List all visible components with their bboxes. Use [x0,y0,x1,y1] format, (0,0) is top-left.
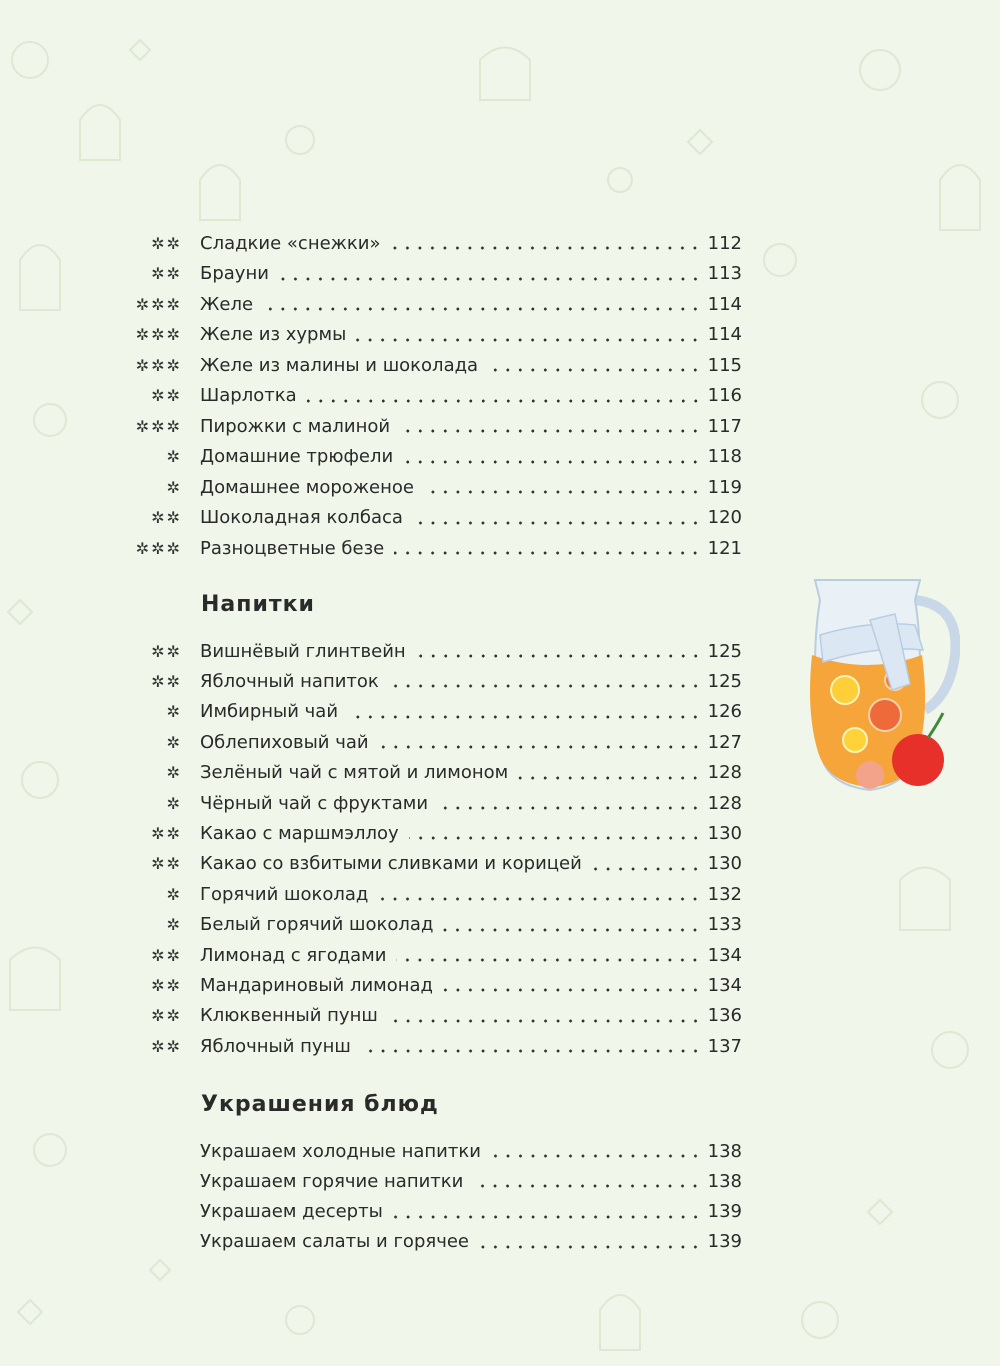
difficulty-stars: ✲✲ [151,508,182,527]
toc-entry[interactable] [100,503,742,533]
dot-leader [473,1172,701,1190]
section-heading-drinks: Напитки [201,592,315,617]
entry-title: Украшаем десерты [200,1201,383,1223]
entry-title: Разноцветные безе [200,537,385,559]
difficulty-stars: ✲ [166,447,182,466]
toc-entry[interactable] [100,697,742,727]
entry-title: Пирожки с малиной [200,415,391,437]
toc-entry[interactable] [100,1197,742,1227]
page-number: 118 [707,446,742,467]
page-number: 128 [707,792,742,814]
toc-entry[interactable] [100,442,742,472]
page-number: 116 [707,385,742,406]
entry-title: Украшаем горячие напитки [200,1170,464,1192]
difficulty-stars: ✲✲✲ [135,416,182,436]
dot-leader [443,916,701,934]
difficulty-stars: ✲ [166,763,182,783]
dot-leader [396,946,701,964]
toc-entry[interactable] [100,879,742,909]
toc-entry[interactable] [100,849,742,879]
entry-title: Украшаем салаты и горячее [200,1231,469,1253]
difficulty-stars: ✲✲ [151,823,182,843]
difficulty-stars: ✲ [166,793,182,813]
dot-leader [400,417,702,435]
juice-jug-illustration [800,560,960,800]
page-number: 133 [707,914,742,936]
difficulty-stars: ✲✲ [151,1036,182,1056]
difficulty-stars: ✲✲ [151,854,182,874]
entry-title: Брауни [200,263,269,284]
entry-title: Чёрный чай с фруктами [200,792,429,814]
dot-leader [378,885,701,903]
dot-leader [279,265,702,283]
difficulty-stars: ✲✲✲ [135,294,182,314]
dot-leader [348,703,702,721]
dot-leader [438,794,702,812]
dot-leader [592,855,702,873]
entry-title: Шарлотка [200,385,297,406]
difficulty-stars: ✲✲ [151,1006,182,1026]
toc-entry[interactable] [100,1136,742,1166]
toc-entry[interactable] [100,818,742,848]
toc-entry[interactable] [100,411,742,441]
dot-leader [356,326,701,344]
toc-entry[interactable] [100,381,742,411]
difficulty-stars: ✲✲ [151,233,182,253]
dot-leader [393,1203,702,1221]
toc-entry[interactable] [100,666,742,696]
entry-title: Вишнёвый глинтвейн [200,640,406,662]
dot-leader [390,234,701,252]
dot-leader [413,509,702,527]
dot-leader [416,642,702,660]
page-number: 132 [707,883,742,905]
entry-title: Облепиховый чай [200,731,369,753]
entry-title: Клюквенный пунш [200,1005,378,1027]
page-number: 113 [707,263,742,284]
difficulty-stars: ✲✲ [151,671,182,691]
page-number: 130 [707,853,742,875]
section-heading-decor: Украшения блюд [201,1092,439,1117]
toc-entry[interactable] [100,259,742,289]
entry-title: Домашние трюфели [200,446,394,467]
entry-title: Имбирный чай [200,701,339,723]
toc-entry[interactable] [100,970,742,1000]
toc-entry[interactable] [100,636,742,666]
difficulty-stars: ✲✲✲ [135,325,182,344]
page-number: 128 [707,762,742,784]
difficulty-stars: ✲✲ [151,641,182,661]
dot-leader [379,733,702,751]
page-number: 127 [707,731,742,753]
dot-leader [361,1037,702,1055]
toc-entry[interactable] [100,1001,742,1031]
difficulty-stars: ✲ [166,732,182,752]
toc-entry[interactable] [100,320,742,350]
dot-leader [424,478,702,496]
dot-leader [307,387,702,405]
entry-title: Яблочный напиток [200,670,379,692]
entry-title: Белый горячий шоколад [200,914,434,936]
page-number: 137 [707,1035,742,1057]
toc-entry[interactable] [100,1031,742,1061]
toc-entry[interactable] [100,472,742,502]
page-number: 119 [707,476,742,498]
dot-leader [388,1007,702,1025]
entry-title: Желе [200,293,254,315]
page-number: 134 [707,974,742,996]
difficulty-stars: ✲✲ [151,264,182,283]
page-number: 121 [707,537,742,559]
toc-entry[interactable] [100,533,742,563]
page-number: 134 [707,944,742,966]
page-number: 126 [707,701,742,723]
entry-title: Яблочный пунш [200,1035,351,1057]
entry-title: Шоколадная колбаса [200,507,403,528]
page-number: 138 [707,1170,742,1192]
page-number: 139 [707,1201,742,1223]
entry-title: Желе из малины и шоколада [200,354,479,376]
difficulty-stars: ✲✲ [151,945,182,965]
page-number: 114 [707,324,742,345]
page-number: 125 [707,640,742,662]
difficulty-stars: ✲ [166,702,182,722]
page-number: 139 [707,1231,742,1253]
difficulty-stars: ✲ [166,915,182,935]
page-number: 136 [707,1005,742,1027]
dot-leader [394,539,701,557]
entry-title: Какао с маршмэллоу [200,822,399,844]
page-number: 130 [707,822,742,844]
toc-entry[interactable] [100,1166,742,1196]
entry-title: Горячий шоколад [200,883,369,905]
dot-leader [518,764,701,782]
entry-title: Лимонад с ягодами [200,944,387,966]
page-number: 120 [707,507,742,528]
entry-title: Домашнее мороженое [200,476,414,498]
entry-title: Мандариновый лимонад [200,974,433,996]
dot-leader [479,1233,702,1251]
page-number: 114 [707,293,742,315]
difficulty-stars: ✲ [166,884,182,904]
dot-leader [443,976,702,994]
entry-title: Украшаем холодные напитки [200,1140,481,1162]
toc-entry[interactable] [100,758,742,788]
dot-leader [403,448,701,466]
dot-leader [488,356,702,374]
difficulty-stars: ✲✲✲ [135,355,182,375]
difficulty-stars: ✲✲ [151,386,182,405]
toc-entry[interactable] [100,940,742,970]
dot-leader [389,672,702,690]
dot-leader [263,295,702,313]
entry-title: Какао со взбитыми сливками и корицей [200,853,582,875]
entry-title: Желе из хурмы [200,324,347,345]
page-number: 125 [707,670,742,692]
toc-entry[interactable] [100,788,742,818]
difficulty-stars: ✲✲✲ [135,538,182,558]
toc-entry[interactable] [100,727,742,757]
dot-leader [409,824,702,842]
page-number: 115 [707,354,742,376]
toc-entry[interactable] [100,289,742,319]
page-number: 112 [707,232,742,254]
entry-title: Зелёный чай с мятой и лимоном [200,762,509,784]
toc-entry[interactable] [100,350,742,380]
page-number: 117 [707,415,742,437]
page-number: 138 [707,1140,742,1162]
toc-entry[interactable] [100,1227,742,1257]
difficulty-stars: ✲ [166,477,182,497]
toc-entry[interactable] [100,910,742,940]
toc-entry[interactable] [100,228,742,258]
dot-leader [491,1142,702,1160]
difficulty-stars: ✲✲ [151,975,182,995]
entry-title: Сладкие «снежки» [200,232,381,254]
